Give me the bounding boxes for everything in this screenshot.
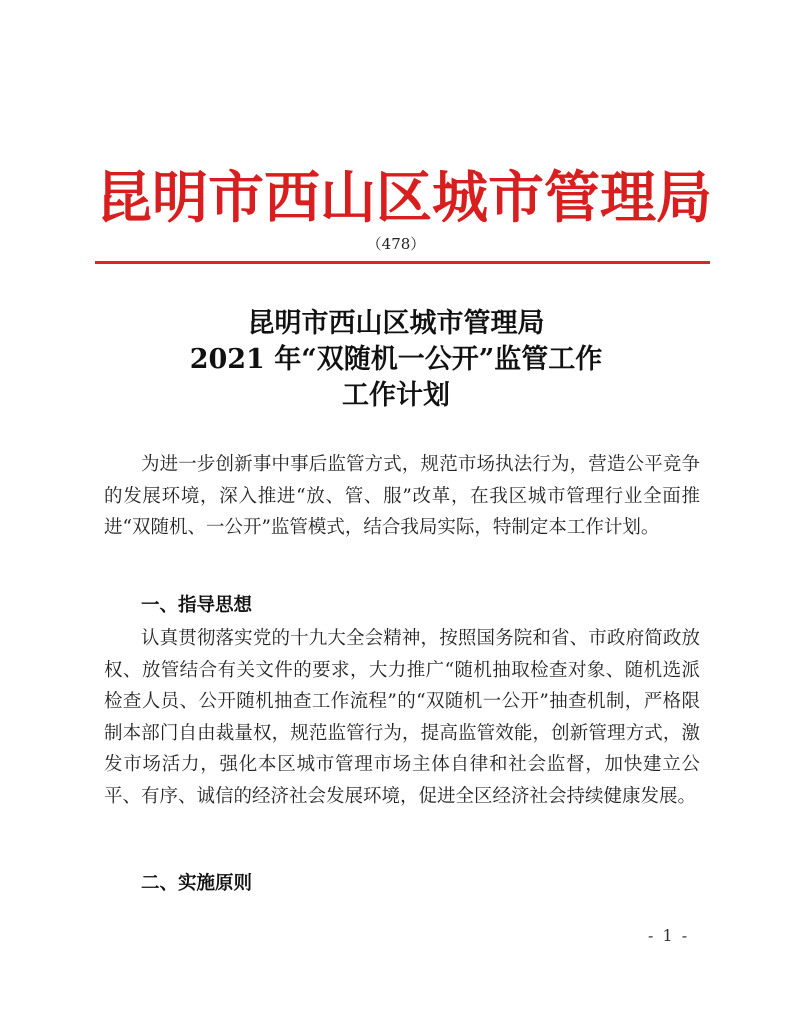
section-heading-principles: 二、实施原则 (141, 873, 253, 894)
letterhead-issuer: 昆明市西山区城市管理局 (96, 165, 712, 231)
page-number: - 1 - (648, 926, 690, 945)
intro-paragraph: 为进一步创新事中事后监管方式，规范市场执法行为，营造公平竞争的发展环境，深入推进“放、管、服”改革，在我区城市管理行业全面推进“双随机、一公开”监管模式，结合我局实际，特制定本工作计划。 (104, 454, 700, 538)
section-heading-guiding-ideology: 一、指导思想 (141, 595, 253, 616)
title-line-3: 工作计划 (342, 380, 450, 411)
title-line-2: 2021 年“双随机一公开”监管工作 (189, 344, 603, 375)
section-body-guiding-ideology: 认真贯彻落实党的十九大全会精神，按照国务院和省、市政府简政放权、放管结合有关文件的要求，大力推广“随机抽取检查对象、随机选派检查人员、公开随机抽查工作流程”的“双随机一公开”抽查机制，严格限制本部门自由裁量权，规范监管行为，提高监管效能，创新管理方式，激发市场活力，强化本区城市管理市场主体自律和社会监督，加快建立公平、有序、诚信的经济社会发展环境，促进全区经济社会持续健康发展。 (104, 628, 700, 807)
title-line-1: 昆明市西山区城市管理局 (247, 308, 545, 339)
document-number: （478） (366, 235, 426, 253)
letterhead-red-rule (95, 261, 710, 264)
